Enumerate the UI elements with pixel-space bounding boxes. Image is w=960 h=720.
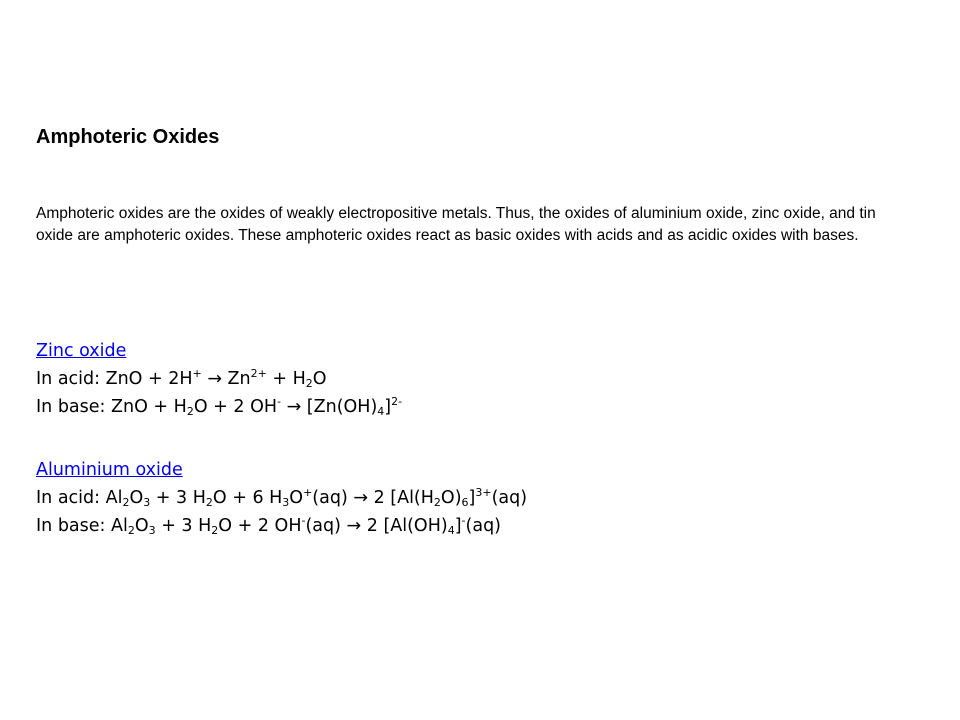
eq-text: (aq) → 2 [Al(OH) (305, 516, 448, 536)
eq-text: ] (468, 488, 476, 508)
subscript: 2 (127, 524, 135, 537)
subscript: 2 (205, 496, 213, 509)
superscript: - (277, 395, 281, 408)
eq-text: + H (266, 369, 306, 389)
eq-text: (aq) (491, 488, 528, 508)
equation-label: In base: (36, 397, 111, 417)
superscript: - (461, 514, 466, 527)
eq-text: (aq) → 2 [Al(H (312, 488, 434, 508)
zinc-oxide-link[interactable]: Zinc oxide (36, 341, 127, 361)
intro-paragraph: Amphoteric oxides are the oxides of weakly electropositive metals. Thus, the oxides of aluminium oxide, zinc oxide, and tin oxide are amphoteric oxides. These amphoteric oxides react as basic oxides with acids and as acidic oxides with bases. (36, 205, 876, 244)
subscript: 2 (305, 377, 313, 390)
aluminium-base-equation (36, 512, 527, 540)
eq-text: O) (440, 488, 462, 508)
equation-label: In acid: (36, 369, 106, 389)
subscript: 2 (186, 405, 194, 418)
aluminium-oxide-link[interactable]: Aluminium oxide (36, 460, 183, 480)
superscript: + (303, 486, 313, 499)
eq-text: O + 2 OH (193, 397, 278, 417)
equation-label: In acid: (36, 488, 106, 508)
subscript: 3 (148, 524, 156, 537)
eq-text: ] (384, 397, 392, 417)
eq-text: + 3 H (150, 488, 206, 508)
eq-text: → [Zn(OH) (281, 397, 378, 417)
zinc-oxide-section (36, 337, 402, 421)
superscript: - (301, 514, 306, 527)
eq-text: ] (454, 516, 462, 536)
eq-text: O + 2 OH (218, 516, 302, 536)
subscript: 3 (143, 496, 151, 509)
zinc-acid-equation (36, 365, 402, 393)
subscript: 4 (447, 524, 455, 537)
eq-text: Al (105, 488, 123, 508)
eq-text: O (134, 516, 149, 536)
eq-text: O (312, 369, 327, 389)
page-title: Amphoteric Oxides (36, 126, 220, 148)
eq-text: ZnO + H (111, 397, 187, 417)
subscript: 3 (282, 496, 290, 509)
aluminium-acid-equation (36, 484, 527, 512)
eq-text: O (129, 488, 144, 508)
eq-text: Al (111, 516, 128, 536)
equation-label: In base: (36, 516, 111, 536)
subscript: 4 (377, 405, 385, 418)
subscript: 2 (122, 496, 130, 509)
eq-text: O + 6 H (212, 488, 283, 508)
aluminium-oxide-section (36, 456, 527, 540)
zinc-base-equation (36, 393, 402, 421)
eq-text: + 3 H (155, 516, 212, 536)
superscript: 2+ (250, 367, 267, 380)
superscript: + (192, 367, 202, 380)
eq-text: O (289, 488, 304, 508)
subscript: 2 (211, 524, 219, 537)
superscript: 2- (391, 395, 403, 408)
superscript: 3+ (475, 486, 492, 499)
eq-text: → Zn (201, 369, 251, 389)
eq-text: ZnO + 2H (105, 369, 193, 389)
subscript: 6 (461, 496, 469, 509)
subscript: 2 (433, 496, 441, 509)
eq-text: (aq) (465, 516, 502, 536)
